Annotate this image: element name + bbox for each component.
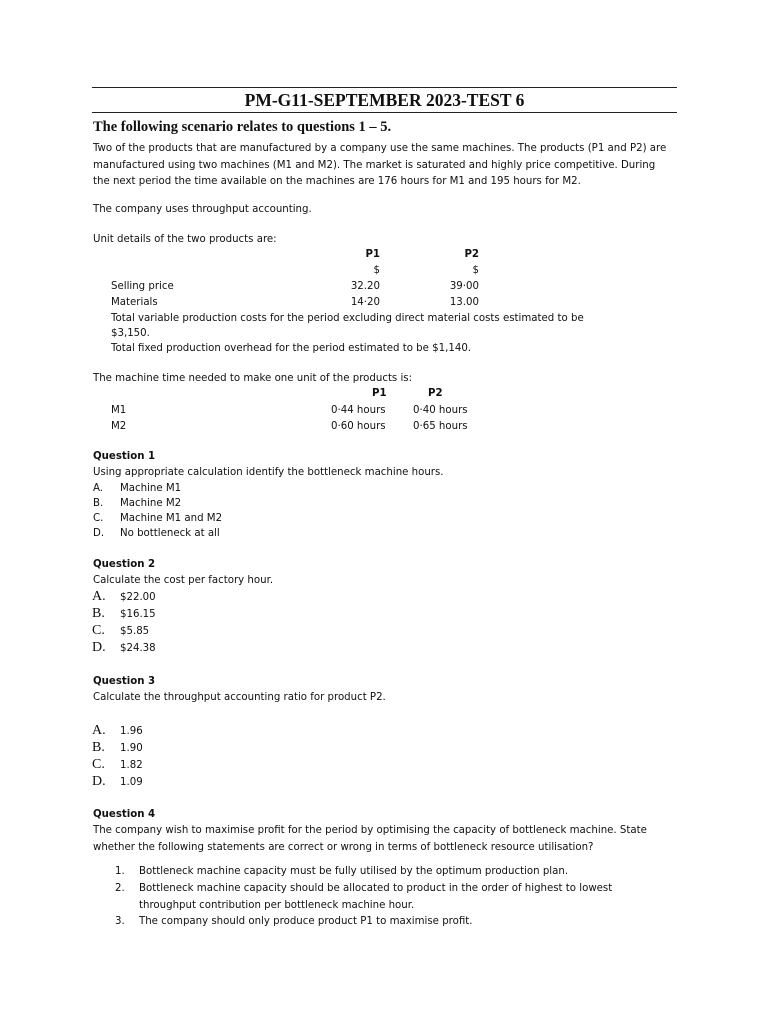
statement-number: 3. <box>115 916 125 927</box>
question-text-line-1: The company wish to maximise profit for the period by optimising the capacity of bottleneck machine. State <box>93 825 647 836</box>
option-text: 1.96 <box>120 726 143 737</box>
table-cell-p1: 0·60 hours <box>331 421 386 432</box>
unit-currency-p2: $ <box>472 265 479 276</box>
question-text: Calculate the cost per factory hour. <box>93 575 274 586</box>
table-cell-p2: 13.00 <box>449 297 479 308</box>
table-row-label: M2 <box>111 421 127 432</box>
question-heading: Question 1 <box>93 451 156 462</box>
throughput-sentence: The company uses throughput accounting. <box>93 204 312 215</box>
option-text: Machine M1 and M2 <box>120 513 223 524</box>
machine-header-p1: P1 <box>372 388 387 399</box>
table-row-label: Materials <box>111 297 158 308</box>
statement-number: 1. <box>115 866 125 877</box>
table-cell-p1: 32.20 <box>350 281 380 292</box>
statement-text: Bottleneck machine capacity should be allocated to product in the order of highest to lowest <box>139 883 613 894</box>
statement-text: The company should only produce product P1 to maximise profit. <box>139 916 473 927</box>
fixed-overhead-note: Total fixed production overhead for the period estimated to be $1,140. <box>111 343 472 354</box>
option-letter: A. <box>93 483 104 494</box>
option-text: 1.09 <box>120 777 143 788</box>
question-heading: Question 3 <box>93 676 156 687</box>
variable-cost-note: Total variable production costs for the period excluding direct material costs estimated to be <box>111 313 584 324</box>
option-text: $22.00 <box>120 592 156 603</box>
option-text: $16.15 <box>120 609 156 620</box>
scenario-subtitle: The following scenario relates to questions 1 – 5. <box>93 119 392 135</box>
question-text: Using appropriate calculation identify the bottleneck machine hours. <box>93 467 444 478</box>
option-letter: A. <box>92 723 106 738</box>
option-letter: B. <box>92 740 105 755</box>
option-letter: B. <box>93 498 104 509</box>
table-row-label: Selling price <box>111 281 174 292</box>
option-letter: C. <box>92 757 105 772</box>
option-letter: A. <box>92 589 106 604</box>
question-heading: Question 2 <box>93 559 156 570</box>
option-letter: D. <box>92 774 106 789</box>
unit-details-intro: Unit details of the two products are: <box>93 234 277 245</box>
option-letter: D. <box>92 640 106 655</box>
option-text: No bottleneck at all <box>120 528 220 539</box>
option-text: Machine M2 <box>120 498 182 509</box>
table-cell-p1: 14·20 <box>350 297 380 308</box>
option-text: $5.85 <box>120 626 150 637</box>
option-text: 1.82 <box>120 760 143 771</box>
machine-header-p2: P2 <box>428 388 443 399</box>
table-cell-p2: 39·00 <box>449 281 479 292</box>
option-text: $24.38 <box>120 643 156 654</box>
title-bottom-rule <box>92 112 677 113</box>
option-text: Machine M1 <box>120 483 182 494</box>
unit-header-p2: P2 <box>464 249 479 260</box>
intro-line-3: the next period the time available on the machines are 176 hours for M1 and 195 hours for M2. <box>93 176 581 187</box>
option-letter: B. <box>92 606 105 621</box>
table-cell-p2: 0·65 hours <box>413 421 468 432</box>
title-top-rule <box>92 87 677 88</box>
option-letter: D. <box>93 528 105 539</box>
statement-number: 2. <box>115 883 125 894</box>
question-text: Calculate the throughput accounting ratio for product P2. <box>93 692 386 703</box>
intro-line-1: Two of the products that are manufactured by a company use the same machines. The products (P1 and P2) are <box>93 143 667 154</box>
page-title: PM-G11-SEPTEMBER 2023-TEST 6 <box>244 90 525 110</box>
option-text: 1.90 <box>120 743 143 754</box>
machine-time-intro: The machine time needed to make one unit of the products is: <box>93 373 413 384</box>
table-row-label: M1 <box>111 405 127 416</box>
question-text-line-2: whether the following statements are correct or wrong in terms of bottleneck resource utilisation? <box>93 842 594 853</box>
option-letter: C. <box>92 623 105 638</box>
intro-line-2: manufactured using two machines (M1 and M2). The market is saturated and highly price competitive. During <box>93 159 656 171</box>
question-heading: Question 4 <box>93 809 156 820</box>
statement-text: Bottleneck machine capacity must be fully utilised by the optimum production plan. <box>139 866 569 877</box>
unit-currency-p1: $ <box>373 265 380 276</box>
option-letter: C. <box>93 513 104 524</box>
table-cell-p1: 0·44 hours <box>331 405 386 416</box>
statement-text-continued: throughput contribution per bottleneck machine hour. <box>139 900 415 911</box>
variable-cost-amount: $3,150. <box>111 328 150 339</box>
unit-header-p1: P1 <box>365 249 380 260</box>
intro-paragraph <box>93 141 693 191</box>
table-cell-p2: 0·40 hours <box>413 405 468 416</box>
